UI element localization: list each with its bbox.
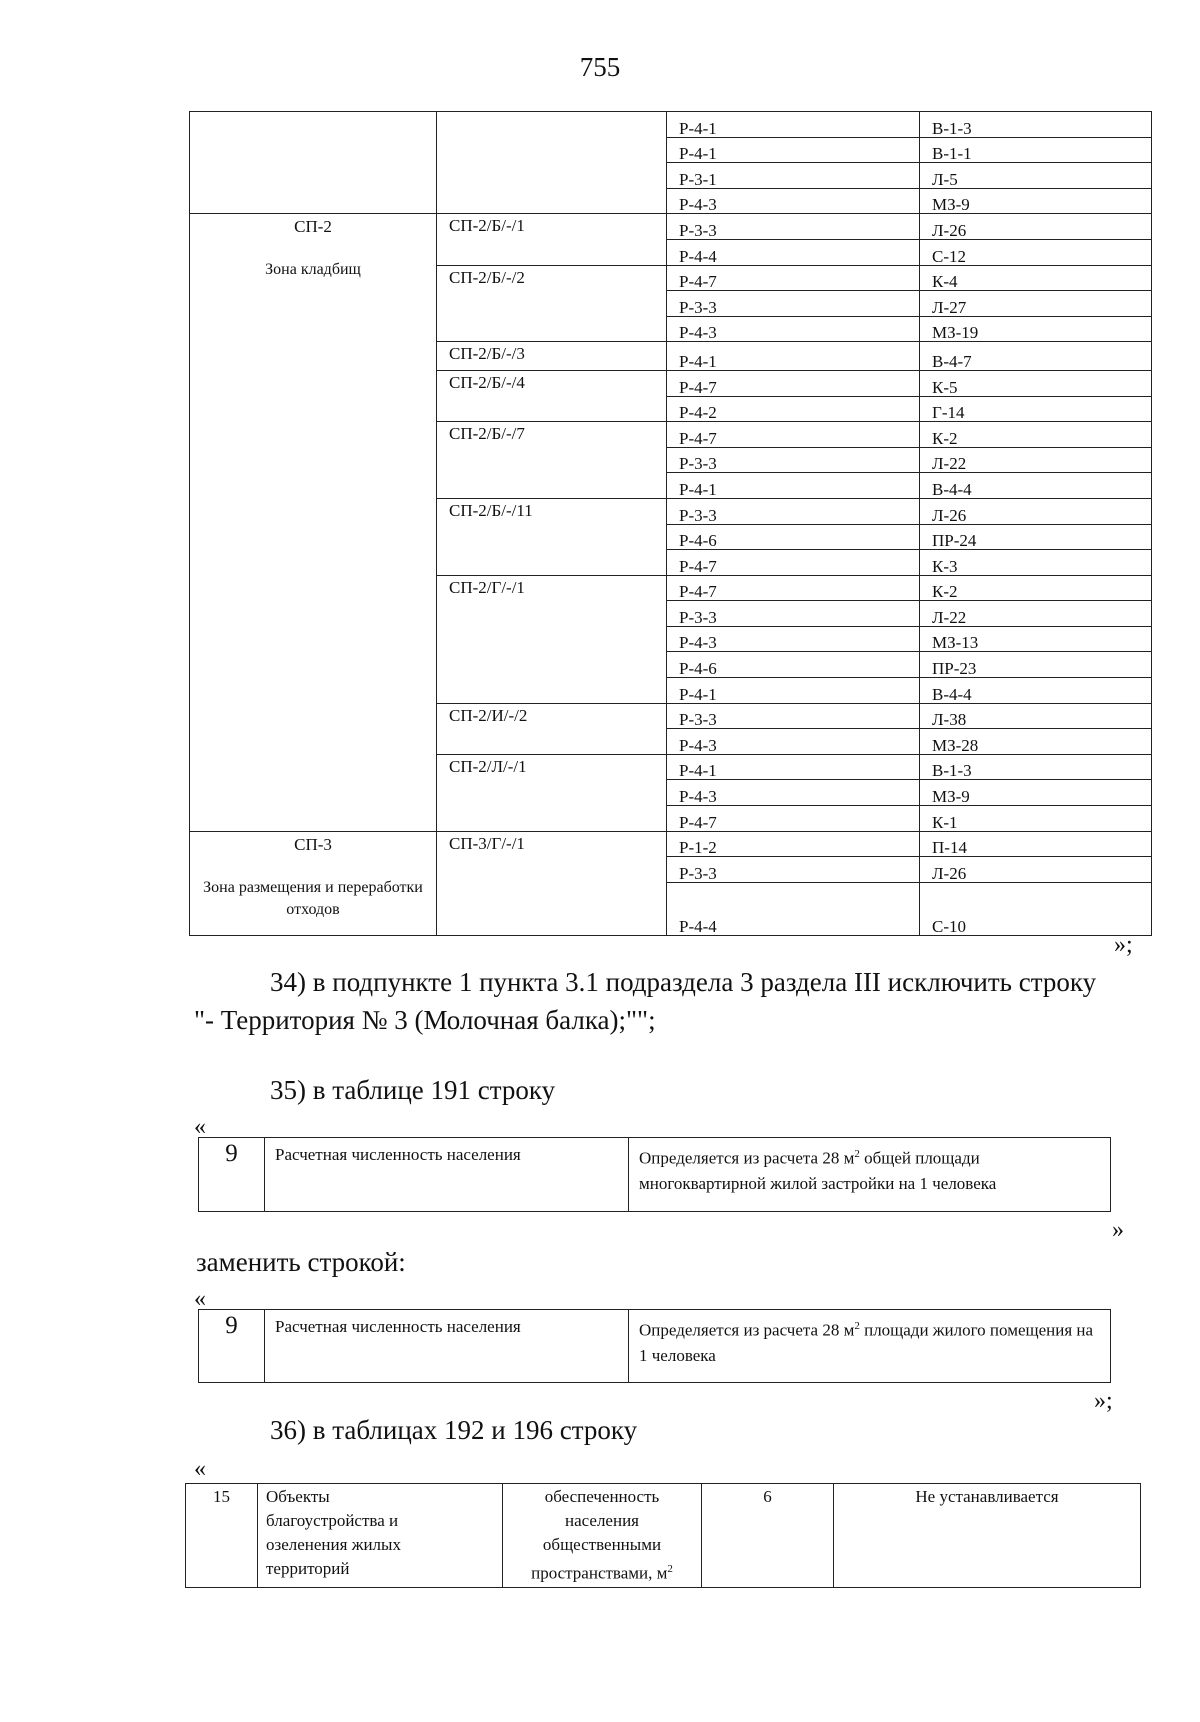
subzone-code: СП-2/Г/-/1 bbox=[437, 575, 667, 703]
index-code: Л-26 bbox=[920, 214, 1152, 240]
regulation-code: Р-4-1 bbox=[667, 678, 920, 704]
index-code: В-1-1 bbox=[920, 137, 1152, 163]
item34-line2: "- Территория № 3 (Молочная балка);""; bbox=[194, 1005, 656, 1035]
regulation-code: Р-4-7 bbox=[667, 806, 920, 832]
index-code: Л-5 bbox=[920, 163, 1152, 189]
index-code: МЗ-19 bbox=[920, 316, 1152, 342]
index-code: С-12 bbox=[920, 239, 1152, 265]
row15-objects: Объекты благоустройства и озеленения жилых территорий bbox=[258, 1484, 503, 1588]
index-code: В-1-3 bbox=[920, 112, 1152, 138]
index-code: К-3 bbox=[920, 550, 1152, 576]
subzone-code: СП-2/Л/-/1 bbox=[437, 754, 667, 831]
subzone-code: СП-2/Б/-/2 bbox=[437, 265, 667, 342]
regulation-code: Р-3-3 bbox=[667, 291, 920, 317]
row15-num: 15 bbox=[186, 1484, 258, 1588]
old-row-table bbox=[198, 1137, 1111, 1212]
item34-line1: 34) в подпункте 1 пункта 3.1 подраздела 3 раздела III исключить строку bbox=[270, 967, 1097, 997]
row15-note: Не устанавливается bbox=[834, 1484, 1141, 1588]
row15-value: 6 bbox=[702, 1484, 834, 1588]
index-code: Л-22 bbox=[920, 447, 1152, 473]
index-code: К-2 bbox=[920, 422, 1152, 448]
subzone-code: СП-2/Б/-/3 bbox=[437, 342, 667, 371]
item35-open-quote: « bbox=[194, 1114, 206, 1140]
index-code: Л-26 bbox=[920, 857, 1152, 883]
new-row-desc: Определяется из расчета 28 $м^2$ площади жилого помещения на 1 человека bbox=[629, 1310, 1111, 1383]
regulation-code: Р-4-6 bbox=[667, 652, 920, 678]
zone-table-row bbox=[190, 214, 1152, 240]
replace-label: заменить строкой: bbox=[196, 1247, 406, 1277]
regulation-code: Р-4-3 bbox=[667, 780, 920, 806]
subzone-code: СП-3/Г/-/1 bbox=[437, 831, 667, 935]
index-code: МЗ-9 bbox=[920, 188, 1152, 214]
page-number: 755 bbox=[579, 52, 621, 82]
index-code: К-5 bbox=[920, 370, 1152, 396]
regulation-code: Р-3-3 bbox=[667, 498, 920, 524]
regulation-code: Р-3-3 bbox=[667, 601, 920, 627]
index-code: МЗ-13 bbox=[920, 626, 1152, 652]
regulation-code: Р-4-3 bbox=[667, 188, 920, 214]
subzone-code: СП-2/И/-/2 bbox=[437, 703, 667, 754]
old-row-desc: Определяется из расчета 28 $м^2$ общей площади многоквартирной жилой застройки на 1 человека bbox=[629, 1138, 1111, 1212]
item35-close-quote-2: »; bbox=[1094, 1388, 1113, 1414]
regulation-code: Р-4-1 bbox=[667, 137, 920, 163]
item35-close-quote-1: » bbox=[1112, 1217, 1124, 1243]
regulation-code: Р-3-3 bbox=[667, 214, 920, 240]
index-code: П-14 bbox=[920, 831, 1152, 857]
subzone-code: СП-2/Б/-/4 bbox=[437, 370, 667, 421]
subzone-code bbox=[437, 112, 667, 214]
regulation-code: Р-4-3 bbox=[667, 626, 920, 652]
index-code: В-4-4 bbox=[920, 678, 1152, 704]
index-code: К-1 bbox=[920, 806, 1152, 832]
index-code: К-2 bbox=[920, 575, 1152, 601]
new-row-num: 9 bbox=[199, 1310, 265, 1383]
zone-name: Зона кладбищ bbox=[265, 261, 361, 279]
zone-table-row bbox=[190, 831, 1152, 857]
regulation-code: Р-4-1 bbox=[667, 473, 920, 499]
regulation-code: Р-3-3 bbox=[667, 447, 920, 473]
regulation-code: Р-4-1 bbox=[667, 112, 920, 138]
index-code: Г-14 bbox=[920, 396, 1152, 422]
index-code: В-4-4 bbox=[920, 473, 1152, 499]
index-code: ПР-24 bbox=[920, 524, 1152, 550]
index-code: С-10 bbox=[920, 882, 1152, 935]
item35-open-quote-2: « bbox=[194, 1286, 206, 1312]
zone-cell bbox=[190, 831, 437, 935]
regulation-code: Р-4-1 bbox=[667, 754, 920, 780]
item36-heading: 36) в таблицах 192 и 196 строку bbox=[270, 1415, 638, 1445]
regulation-code: Р-4-3 bbox=[667, 729, 920, 755]
zone-table-row bbox=[190, 112, 1152, 138]
index-code: МЗ-28 bbox=[920, 729, 1152, 755]
zone-cell bbox=[190, 112, 437, 214]
item35-heading: 35) в таблице 191 строку bbox=[270, 1075, 556, 1105]
regulation-code: Р-4-3 bbox=[667, 316, 920, 342]
regulation-code: Р-1-2 bbox=[667, 831, 920, 857]
subzone-code: СП-2/Б/-/11 bbox=[437, 498, 667, 575]
subzone-code: СП-2/Б/-/1 bbox=[437, 214, 667, 265]
regulation-code: Р-4-1 bbox=[667, 342, 920, 371]
index-code: К-4 bbox=[920, 265, 1152, 291]
table-close-quote: »; bbox=[1114, 932, 1133, 958]
subzone-code: СП-2/Б/-/7 bbox=[437, 422, 667, 499]
regulation-code: Р-4-2 bbox=[667, 396, 920, 422]
regulation-code: Р-4-7 bbox=[667, 422, 920, 448]
regulation-code: Р-4-4 bbox=[667, 882, 920, 935]
item36-open-quote: « bbox=[194, 1456, 206, 1482]
index-code: МЗ-9 bbox=[920, 780, 1152, 806]
zone-code: СП-2 bbox=[294, 217, 332, 237]
index-code: В-4-7 bbox=[920, 342, 1152, 371]
regulation-code: Р-3-1 bbox=[667, 163, 920, 189]
regulation-code: Р-4-7 bbox=[667, 265, 920, 291]
old-row-num: 9 bbox=[199, 1138, 265, 1212]
zone-cell bbox=[190, 214, 437, 831]
regulation-code: Р-3-3 bbox=[667, 857, 920, 883]
regulation-code: Р-3-3 bbox=[667, 703, 920, 729]
regulation-code: Р-4-6 bbox=[667, 524, 920, 550]
zone-name: Зона размещения и переработки отходов bbox=[203, 878, 423, 918]
table-192-196-row bbox=[185, 1483, 1141, 1588]
regulation-code: Р-4-4 bbox=[667, 239, 920, 265]
zones-table bbox=[189, 111, 1152, 936]
new-row-table bbox=[198, 1309, 1111, 1383]
old-row-name: Расчетная численность населения bbox=[265, 1138, 629, 1212]
index-code: В-1-3 bbox=[920, 754, 1152, 780]
index-code: Л-22 bbox=[920, 601, 1152, 627]
index-code: Л-38 bbox=[920, 703, 1152, 729]
new-row-name: Расчетная численность населения bbox=[265, 1310, 629, 1383]
index-code: Л-27 bbox=[920, 291, 1152, 317]
regulation-code: Р-4-7 bbox=[667, 575, 920, 601]
regulation-code: Р-4-7 bbox=[667, 550, 920, 576]
zone-code: СП-3 bbox=[294, 834, 332, 854]
row15-indicator: обеспеченность населения общественными пространствами, $м^2$ bbox=[503, 1484, 702, 1588]
index-code: Л-26 bbox=[920, 498, 1152, 524]
regulation-code: Р-4-7 bbox=[667, 370, 920, 396]
index-code: ПР-23 bbox=[920, 652, 1152, 678]
